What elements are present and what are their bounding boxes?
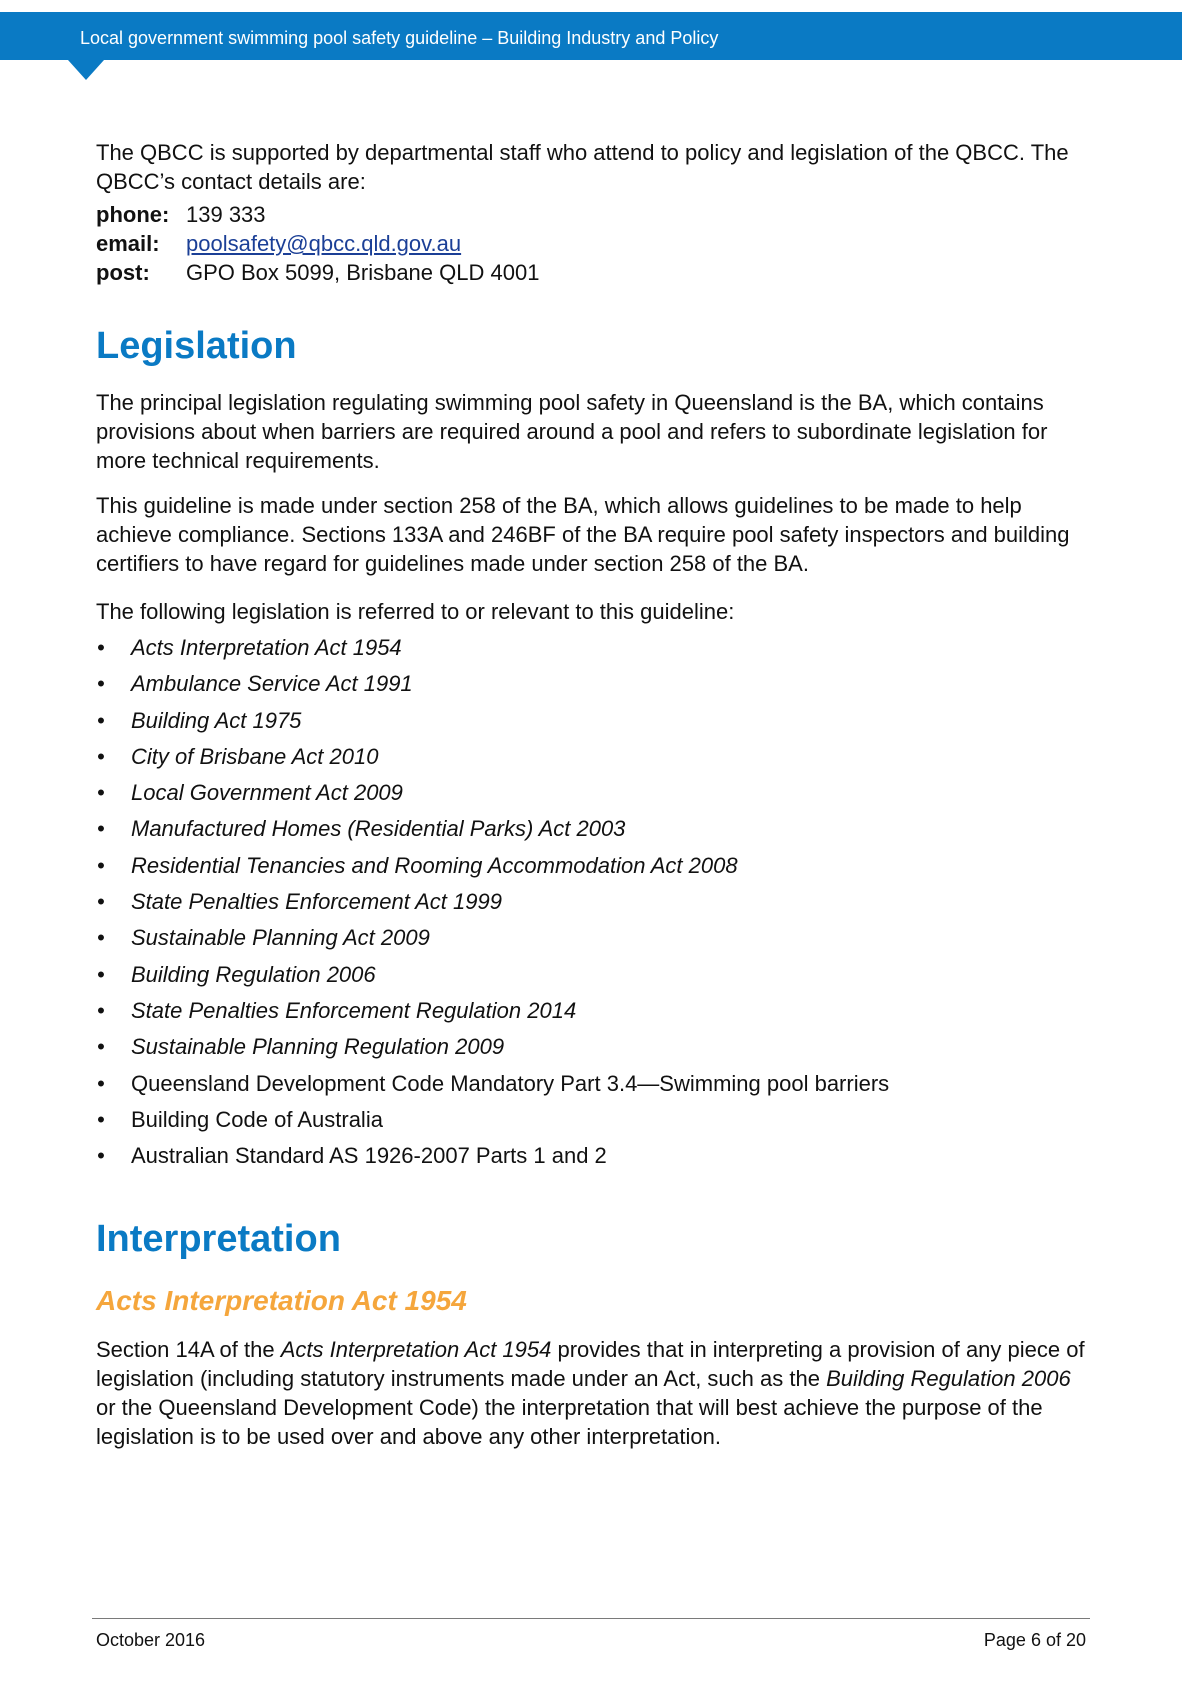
document-header-title: Local government swimming pool safety guideline – Building Industry and Policy	[80, 28, 719, 48]
list-item	[96, 666, 1096, 702]
list-item	[96, 1029, 1096, 1065]
bullet: •	[97, 743, 105, 769]
contact-label: post:	[96, 260, 150, 285]
contact-phone: 139 333	[186, 202, 266, 227]
footer-page-number: Page 6 of 20	[983, 1630, 1086, 1650]
italic-regulation-title: Building Regulation 2006	[826, 1366, 1071, 1392]
bullet: •	[97, 1034, 105, 1060]
text-run: Section 14A of the	[96, 1337, 281, 1363]
list-item	[96, 993, 1096, 1029]
list-item	[96, 811, 1096, 847]
list-item	[96, 630, 1096, 666]
bullet: •	[97, 635, 105, 660]
interpretation-heading: Interpretation	[96, 1218, 341, 1261]
legislation-paragraph: This guideline is made under section 258 of the BA, which allows guidelines to be made to help achieve compliance. Sections 133A and 246BF of the BA require pool safety inspectors and building certifiers to have regard for guidelines made under section 258 of the BA.	[96, 493, 1070, 576]
list-item-text: Sustainable Planning Regulation 2009	[131, 1034, 505, 1060]
list-item	[96, 739, 1096, 775]
list-item	[96, 920, 1096, 956]
bullet: •	[97, 852, 105, 878]
list-item-text: Queensland Development Code Mandatory Part 3.4—Swimming pool barriers	[131, 1070, 890, 1096]
contact-row-email	[96, 229, 1096, 258]
list-item-text: City of Brisbane Act 2010	[131, 743, 379, 769]
list-item	[96, 957, 1096, 993]
bullet: •	[97, 889, 105, 915]
contact-label: phone:	[96, 202, 170, 227]
list-item	[96, 1066, 1096, 1102]
bullet: •	[97, 997, 105, 1023]
bullet: •	[97, 1143, 105, 1169]
email-link[interactable]: poolsafety@qbcc.qld.gov.au	[186, 231, 462, 256]
legislation-list	[96, 630, 1096, 1174]
list-item-text: Building Code of Australia	[131, 1106, 383, 1132]
bullet: •	[97, 671, 105, 697]
list-item-text: Sustainable Planning Act 2009	[131, 925, 430, 951]
legislation-paragraph: The principal legislation regulating swimming pool safety in Queensland is the BA, which contains provisions about when barriers are required around a pool and refers to subordinate legislation for more technical requirements.	[96, 390, 1048, 473]
interpretation-paragraph	[96, 1335, 1096, 1451]
bullet: •	[97, 707, 105, 733]
list-item	[96, 884, 1096, 920]
legislation-heading: Legislation	[96, 325, 297, 367]
list-item-text: Building Regulation 2006	[131, 961, 376, 987]
bullet: •	[97, 816, 105, 842]
list-item	[96, 1138, 1096, 1174]
footer-divider	[92, 1618, 1090, 1619]
page-content	[96, 138, 1096, 1467]
italic-act-title: Acts Interpretation Act 1954	[280, 1337, 552, 1363]
list-item-text: Manufactured Homes (Residential Parks) Act 2003	[131, 816, 626, 842]
bullet: •	[97, 1106, 105, 1132]
acts-interpretation-subheading: Acts Interpretation Act 1954	[96, 1285, 467, 1317]
contact-row-post	[96, 258, 1096, 287]
contact-row-phone	[96, 200, 1096, 229]
list-item	[96, 848, 1096, 884]
legislation-intro-list: The following legislation is referred to or relevant to this guideline:	[96, 599, 735, 624]
header-notch	[68, 60, 104, 80]
list-item-text: Residential Tenancies and Rooming Accommodation Act 2008	[131, 852, 738, 878]
contact-label: email:	[96, 231, 160, 256]
list-item	[96, 703, 1096, 739]
contact-details	[96, 200, 1096, 287]
bullet: •	[97, 780, 105, 806]
list-item-text: State Penalties Enforcement Act 1999	[131, 889, 502, 915]
list-item-text: Acts Interpretation Act 1954	[131, 635, 402, 660]
bullet: •	[97, 925, 105, 951]
text-run: or the Queensland Development Code) the interpretation that will best achieve the purpose of the legislation is to be used over and above any other interpretation.	[96, 1395, 1043, 1450]
list-item-text: Australian Standard AS 1926-2007 Parts 1 and 2	[131, 1143, 607, 1169]
bullet: •	[97, 1070, 105, 1096]
contact-post: GPO Box 5099, Brisbane QLD 4001	[186, 260, 540, 285]
bullet: •	[97, 961, 105, 987]
list-item-text: Ambulance Service Act 1991	[131, 671, 413, 697]
list-item-text: Building Act 1975	[131, 707, 302, 733]
list-item	[96, 775, 1096, 811]
list-item-text: State Penalties Enforcement Regulation 2014	[131, 997, 577, 1023]
list-item-text: Local Government Act 2009	[131, 780, 403, 806]
list-item	[96, 1102, 1096, 1138]
intro-paragraph: The QBCC is supported by departmental staff who attend to policy and legislation of the QBCC. The QBCC’s contact details are:	[96, 140, 1069, 194]
text-run: provides that in interpreting a provision of any piece of legislation (including statutory instruments made under an Act, such as the	[96, 1337, 1085, 1392]
footer-date: October 2016	[96, 1630, 206, 1650]
